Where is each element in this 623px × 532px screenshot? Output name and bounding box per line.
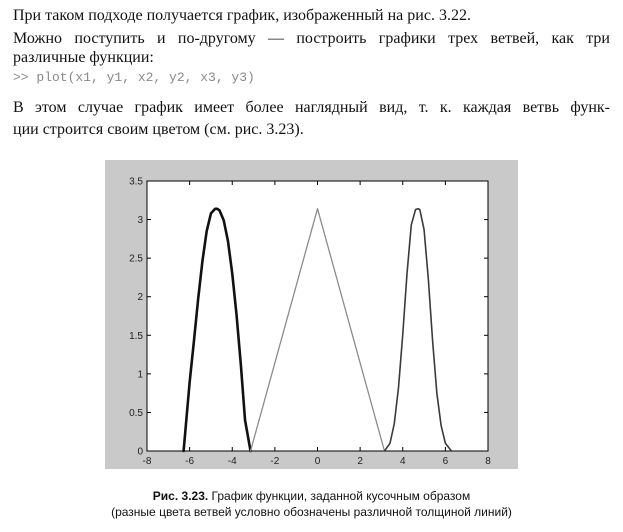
y-tick-label: 2 xyxy=(137,292,143,304)
y-tick-label: 0 xyxy=(137,446,143,458)
plot-area xyxy=(147,181,488,451)
y-tick-label: 2.5 xyxy=(129,253,143,265)
y-tick-label: 0.5 xyxy=(129,407,143,419)
paragraph-3-line-1: В этом случае график имеет более наглядный вид, т. к. каждая ветвь функ- xyxy=(13,99,610,116)
x-tick-label: -8 xyxy=(142,456,152,467)
x-tick-label: 4 xyxy=(399,456,406,467)
code-snippet: >> plot(x1, y1, x2, y2, x3, y3) xyxy=(13,70,255,85)
x-tick-label: 0 xyxy=(314,456,321,467)
figure-caption-line-2: (разные цвета ветвей условно обозначены различной толщиной линий) xyxy=(111,505,512,519)
figure-caption-label: Рис. 3.23. xyxy=(152,489,209,503)
x-tick-label: -6 xyxy=(185,456,195,467)
y-tick-label: 1 xyxy=(137,369,143,381)
paragraph-2-line-2: различные функции: xyxy=(13,49,154,66)
paragraph-2-line-1: Можно поступить и по-другому — построить графики трех ветвей, как три xyxy=(13,30,610,47)
x-tick-label: -4 xyxy=(227,456,237,467)
x-tick-label: 8 xyxy=(485,456,491,467)
y-tick-label: 1.5 xyxy=(129,330,143,342)
y-tick-label: 3.5 xyxy=(129,176,143,188)
figure-caption-title: График функции, заданной кусочным образом xyxy=(208,489,471,503)
paragraph-1: При таком подходе получается график, изображенный на рис. 3.22. xyxy=(13,7,471,24)
y-tick-label: 3 xyxy=(137,215,143,227)
x-tick-label: 6 xyxy=(442,456,449,467)
x-tick-label: 2 xyxy=(357,456,363,467)
figure-chart xyxy=(105,160,518,469)
x-tick-label: -2 xyxy=(270,456,280,467)
figure-caption-line-1 xyxy=(13,488,610,504)
paragraph-3-line-2: ции строится своим цветом (см. рис. 3.23). xyxy=(13,121,304,138)
